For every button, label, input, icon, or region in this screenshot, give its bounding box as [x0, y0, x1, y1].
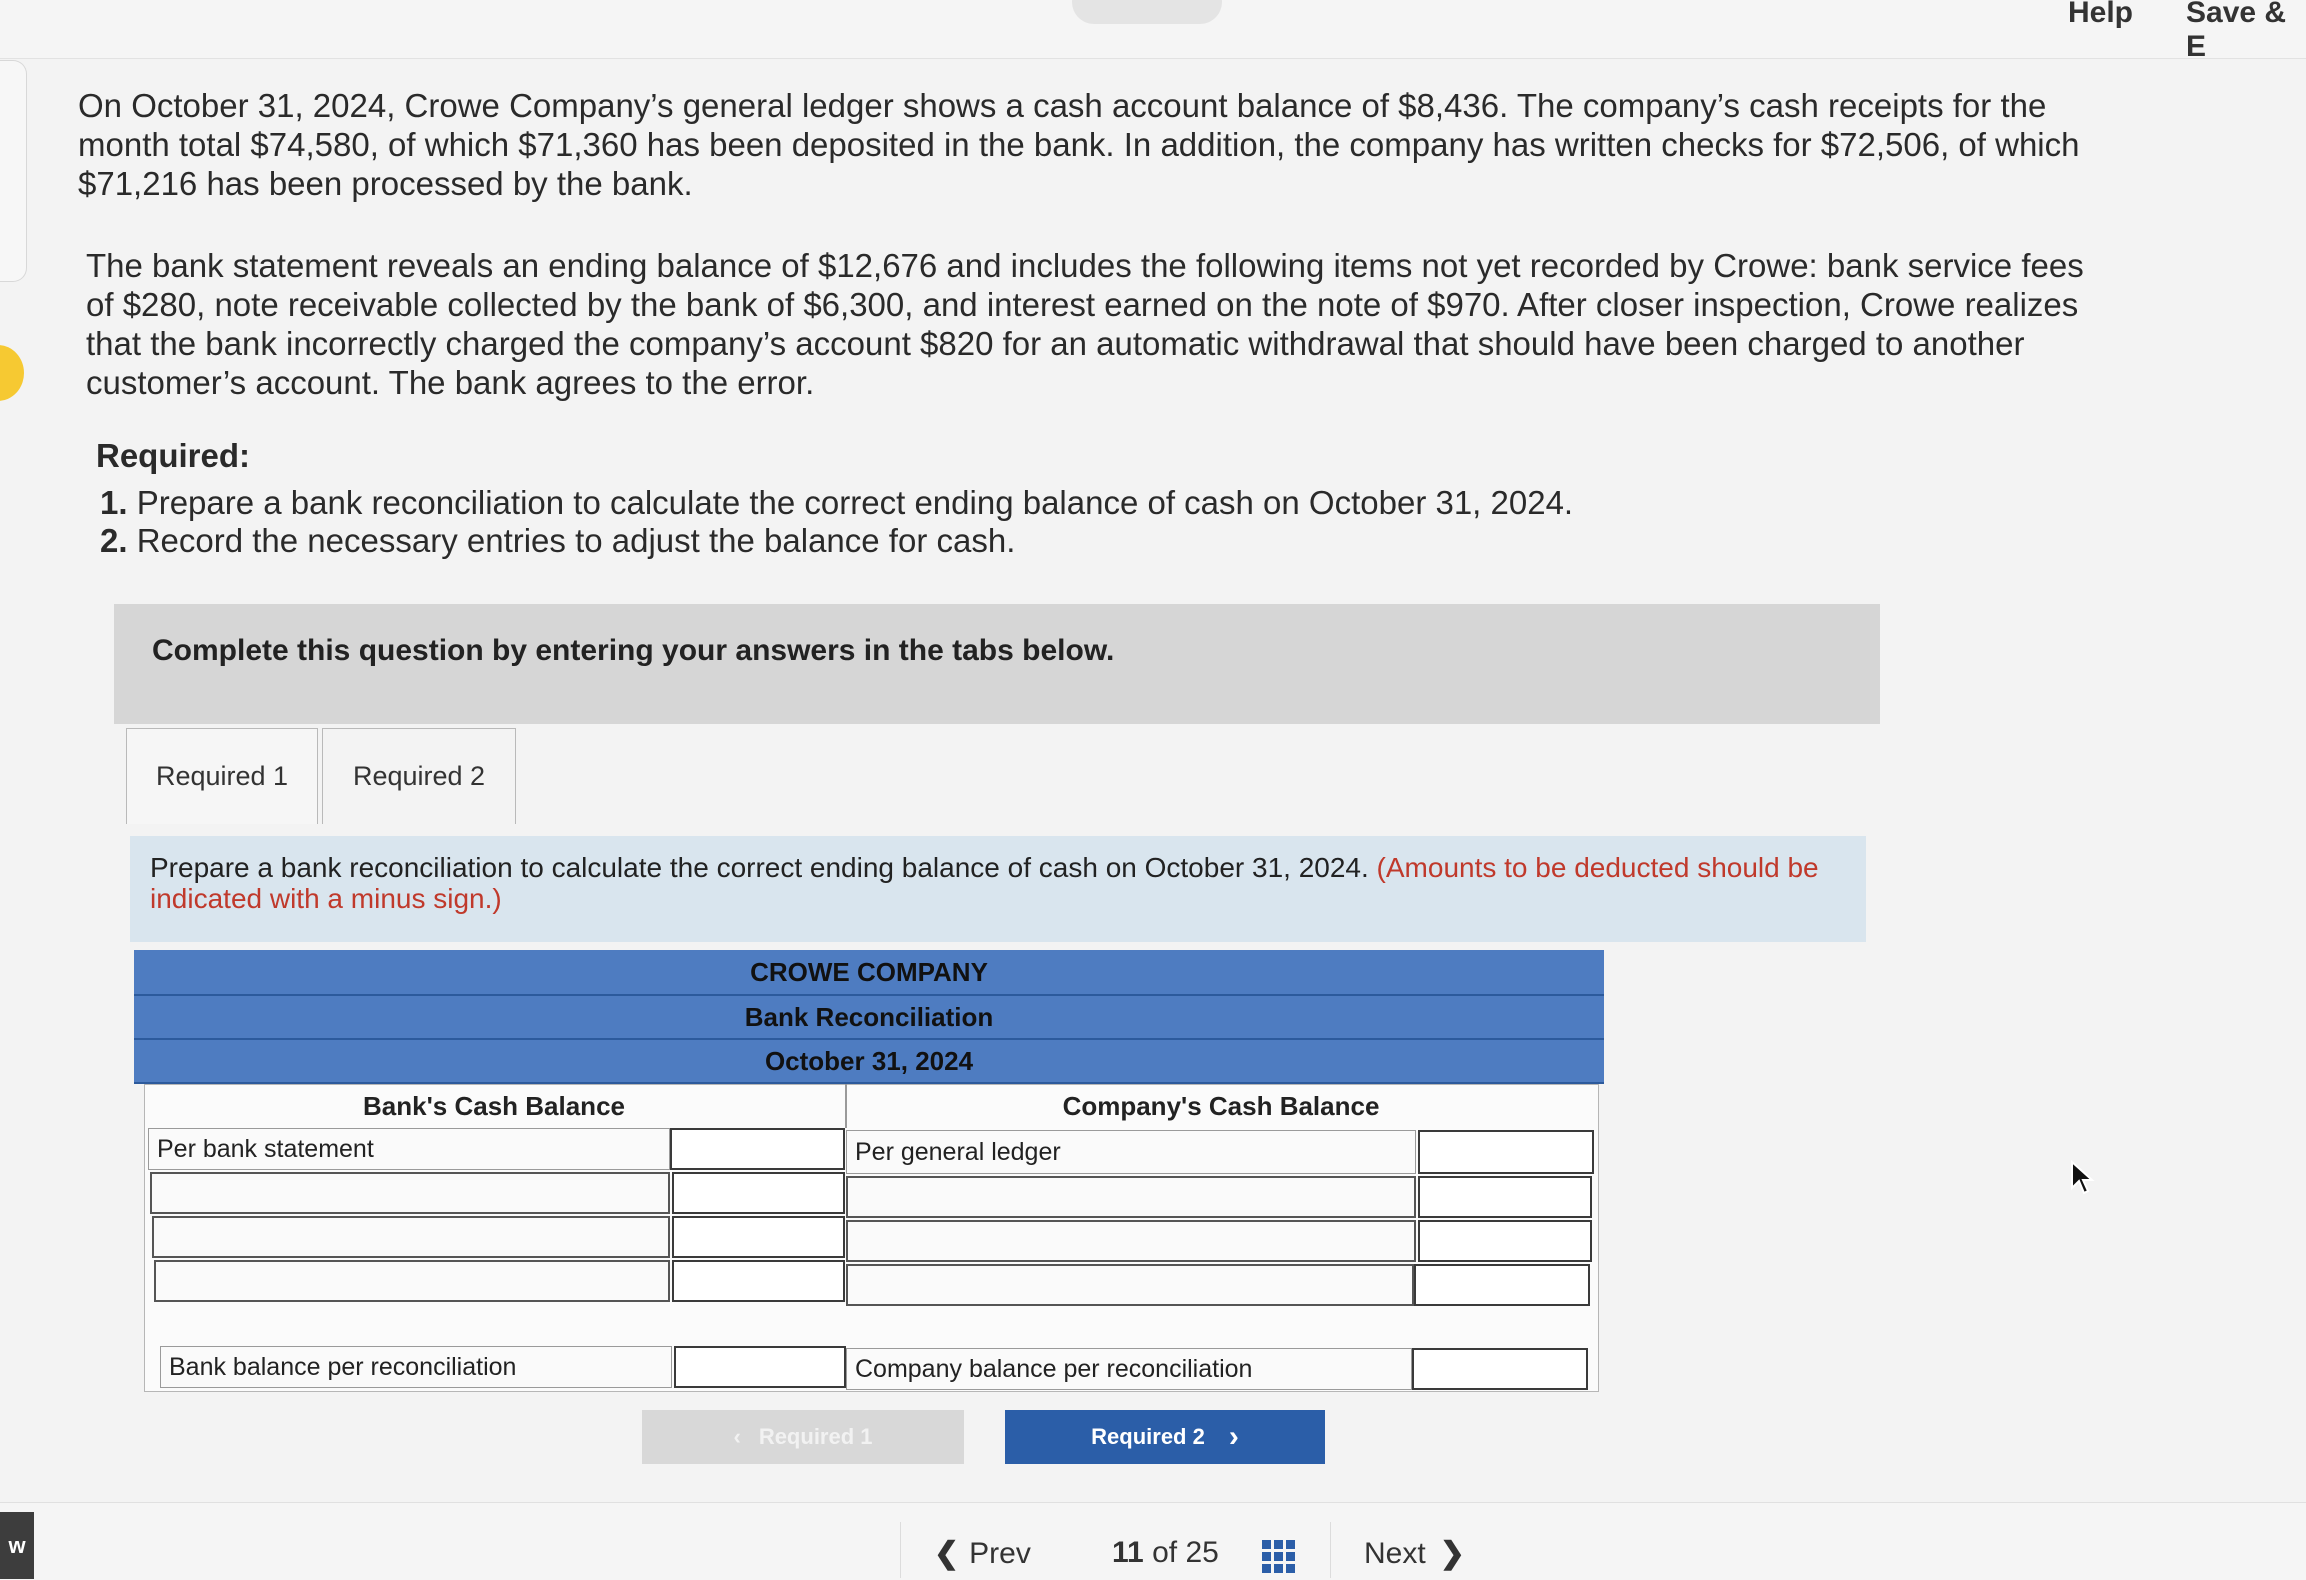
current-question-number: 11 — [1112, 1536, 1144, 1569]
requirement-1 — [100, 484, 1573, 522]
header-divider — [845, 1084, 847, 1128]
requirement-2-number: 2. — [100, 522, 128, 559]
statement-title-row — [134, 996, 1604, 1040]
panel-title: Complete this question by entering your answers in the tabs below. — [152, 634, 1115, 667]
company-row-3-label[interactable] — [846, 1220, 1416, 1262]
pager-separator — [1330, 1522, 1331, 1578]
bank-row-2-label[interactable] — [150, 1172, 670, 1214]
bank-balance-per-reconciliation-label — [160, 1346, 672, 1388]
requirement-1-number: 1. — [100, 484, 128, 521]
chevron-right-icon: ❯ — [1439, 1537, 1465, 1570]
help-link[interactable]: Help — [2068, 0, 2134, 29]
company-row-2-amount[interactable] — [1418, 1176, 1592, 1218]
bank-row-1-label[interactable] — [148, 1128, 670, 1170]
total-questions: 25 — [1185, 1536, 1219, 1569]
statement-date: October 31, 2024 — [764, 1045, 974, 1076]
next-question-label: Next — [1364, 1537, 1426, 1570]
bank-row-3-amount[interactable] — [672, 1216, 845, 1258]
next-required-button[interactable] — [1005, 1410, 1325, 1464]
previous-required-button[interactable] — [642, 1410, 964, 1464]
company-row-1-label-text: Per general ledger — [855, 1137, 1061, 1166]
question-grid-icon[interactable] — [1262, 1540, 1295, 1573]
prev-question-button[interactable] — [934, 1536, 1031, 1571]
chevron-right-icon: › — [1228, 1420, 1239, 1453]
tab-required-1-label: Required 1 — [155, 761, 289, 791]
chevron-left-icon: ❮ — [934, 1537, 960, 1570]
instruction-note: (Amounts to be deducted should be indicated with a minus sign.) — [150, 852, 1819, 914]
mouse-cursor-icon — [2070, 1160, 2096, 1196]
requirement-1-text: Prepare a bank reconciliation to calculate the correct ending balance of cash on October 31, 2024. — [127, 484, 1574, 521]
tab-required-2-label: Required 2 — [352, 761, 486, 791]
bank-row-3-label[interactable] — [152, 1216, 670, 1258]
bank-cash-balance-header-label: Bank's Cash Balance — [363, 1090, 625, 1121]
pager-separator — [900, 1522, 901, 1578]
bank-cash-balance-header — [144, 1084, 844, 1128]
problem-paragraph-2: The bank statement reveals an ending balance of $12,676 and includes the following items not yet recorded by Crowe: bank service fees of $280, note receivable collected by the bank of $6,300, and interest earned on the note of $970. After closer inspection, Crowe realizes that the bank incorrectly charged the company’s account $820 for an automatic withdrawal that should have been charged to another customer’s account. The bank agrees to the error. — [86, 247, 2084, 401]
side-badge: w — [0, 1512, 34, 1579]
company-cash-balance-header — [846, 1084, 1596, 1128]
bank-balance-per-reconciliation-text: Bank balance per reconciliation — [169, 1352, 517, 1381]
counter-of-label: of — [1152, 1536, 1178, 1569]
company-row-4-amount[interactable] — [1414, 1264, 1590, 1306]
problem-paragraph-1: On October 31, 2024, Crowe Company’s general ledger shows a cash account balance of $8,436. The company’s cash receipts for the month total $74,580, of which $71,360 has been deposited in the bank. In addition, the company has written checks for $72,506, of which $71,216 has been processed by the bank. — [78, 87, 2080, 202]
question-counter[interactable] — [1112, 1536, 1219, 1570]
bank-balance-per-reconciliation-amount[interactable] — [674, 1346, 846, 1388]
company-row-2-label[interactable] — [846, 1176, 1416, 1218]
save-exit-link[interactable]: Save & E — [2186, 0, 2287, 63]
left-side-panel — [0, 60, 27, 282]
requirements-list — [100, 484, 1573, 560]
statement-date-row — [134, 1040, 1604, 1084]
instruction-text — [150, 852, 1850, 914]
required-heading: Required: — [96, 437, 251, 474]
company-cash-balance-header-label: Company's Cash Balance — [1062, 1090, 1380, 1121]
company-balance-per-reconciliation-label — [846, 1348, 1412, 1390]
next-question-button[interactable] — [1364, 1536, 1465, 1571]
company-balance-per-reconciliation-text: Company balance per reconciliation — [855, 1354, 1253, 1383]
company-balance-per-reconciliation-amount[interactable] — [1412, 1348, 1588, 1390]
requirement-2 — [100, 522, 1573, 560]
instruction-main: Prepare a bank reconciliation to calculate the correct ending balance of cash on October 31, 2024. — [150, 852, 1369, 883]
chevron-left-icon: ‹ — [733, 1424, 741, 1449]
left-side-marker — [0, 345, 24, 401]
bank-row-4-label[interactable] — [154, 1260, 670, 1302]
next-required-label: Required 2 — [1091, 1424, 1205, 1449]
bank-row-1-amount[interactable] — [670, 1128, 845, 1170]
company-row-1-amount[interactable] — [1418, 1130, 1594, 1174]
company-name-row — [134, 950, 1604, 996]
tab-required-1[interactable] — [126, 728, 318, 824]
bank-row-4-amount[interactable] — [672, 1260, 845, 1302]
bank-row-2-amount[interactable] — [672, 1172, 845, 1214]
company-row-4-label[interactable] — [846, 1264, 1414, 1306]
company-row-3-amount[interactable] — [1418, 1220, 1592, 1262]
company-row-1-label[interactable] — [846, 1130, 1416, 1174]
statement-title: Bank Reconciliation — [744, 1001, 994, 1032]
saved-status-pill — [1072, 0, 1222, 24]
previous-required-label: Required 1 — [758, 1424, 873, 1449]
tab-required-2[interactable] — [322, 728, 516, 824]
company-name: CROWE COMPANY — [750, 956, 988, 987]
requirement-2-text: Record the necessary entries to adjust the balance for cash. — [127, 522, 1016, 559]
bank-row-1-label-text: Per bank statement — [157, 1134, 374, 1163]
prev-question-label: Prev — [969, 1537, 1031, 1570]
